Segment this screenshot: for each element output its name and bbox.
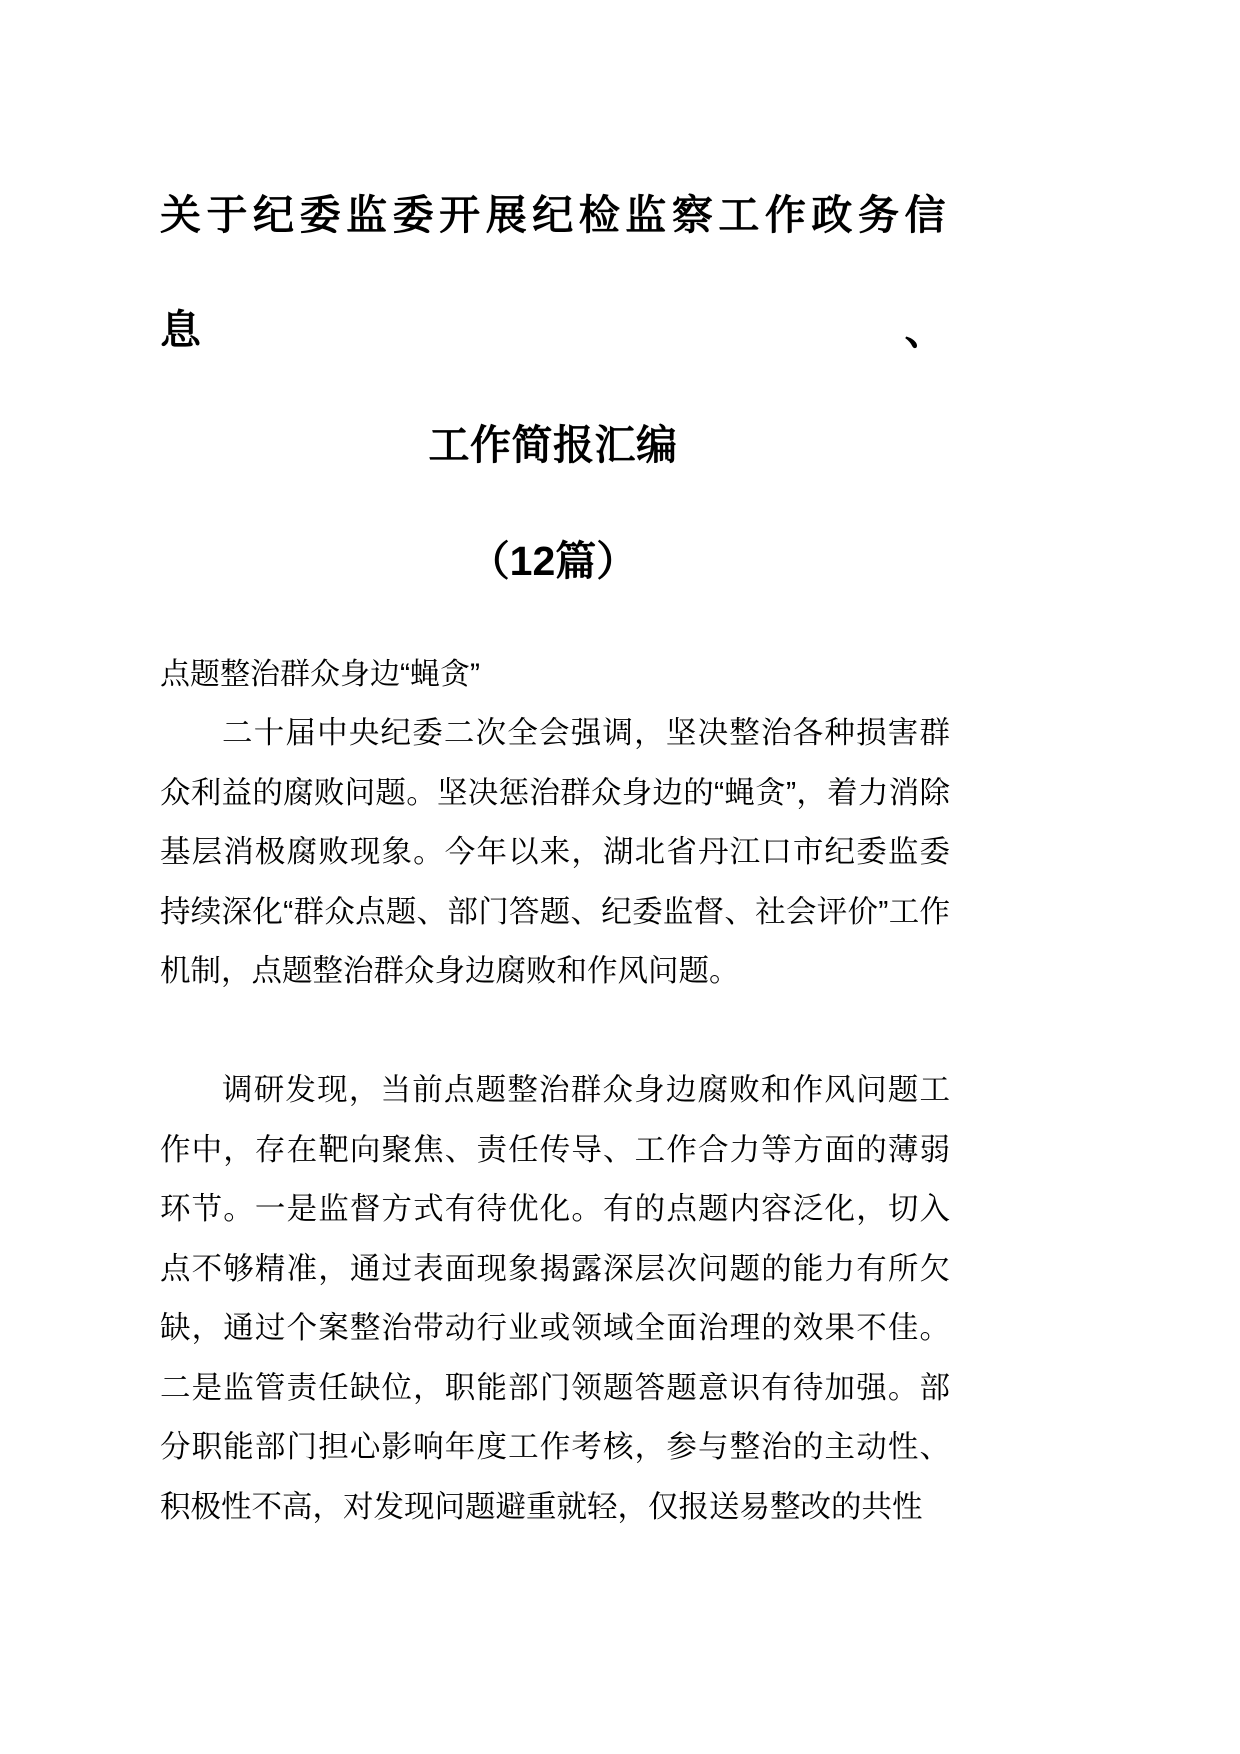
document-title-line-2: 工作简报汇编 bbox=[428, 422, 678, 468]
section-subtitle: 点题整治群众身边“蝇贪” bbox=[160, 658, 480, 691]
body-paragraph-2: 调研发现，当前点题整治群众身边腐败和作风问题工作中，存在靶向聚焦、责任传导、工作合力等方面的薄弱环节。一是监督方式有待优化。有的点题内容泛化，切入点不够精准，通过表面现象揭露深层次问题的能力有所欠缺，通过个案整治带动行业或领域全面治理的效果不佳。二是监管责任缺位，职能部门领题答题意识有待加强。部分职能部门担心影响年度工作考核，参与整治的主动性、积极性不高，对发现问题避重就轻，仅报送易整改的共性 bbox=[160, 1073, 950, 1524]
document-body bbox=[160, 619, 950, 1537]
document-title-line-1: 关于纪委监委开展纪检监察工作政务信息、 bbox=[160, 192, 946, 353]
document-piece-count: （12篇） bbox=[468, 538, 638, 584]
body-paragraph-1: 二十届中央纪委二次全会强调，坚决整治各种损害群众利益的腐败问题。坚决惩治群众身边的“蝇贪”，着力消除基层消极腐败现象。今年以来，湖北省丹江口市纪委监委持续深化“群众点题、部门答题、纪委监督、社会评价”工作机制，点题整治群众身边腐败和作风问题。 bbox=[160, 716, 950, 988]
page-content bbox=[160, 0, 960, 1537]
